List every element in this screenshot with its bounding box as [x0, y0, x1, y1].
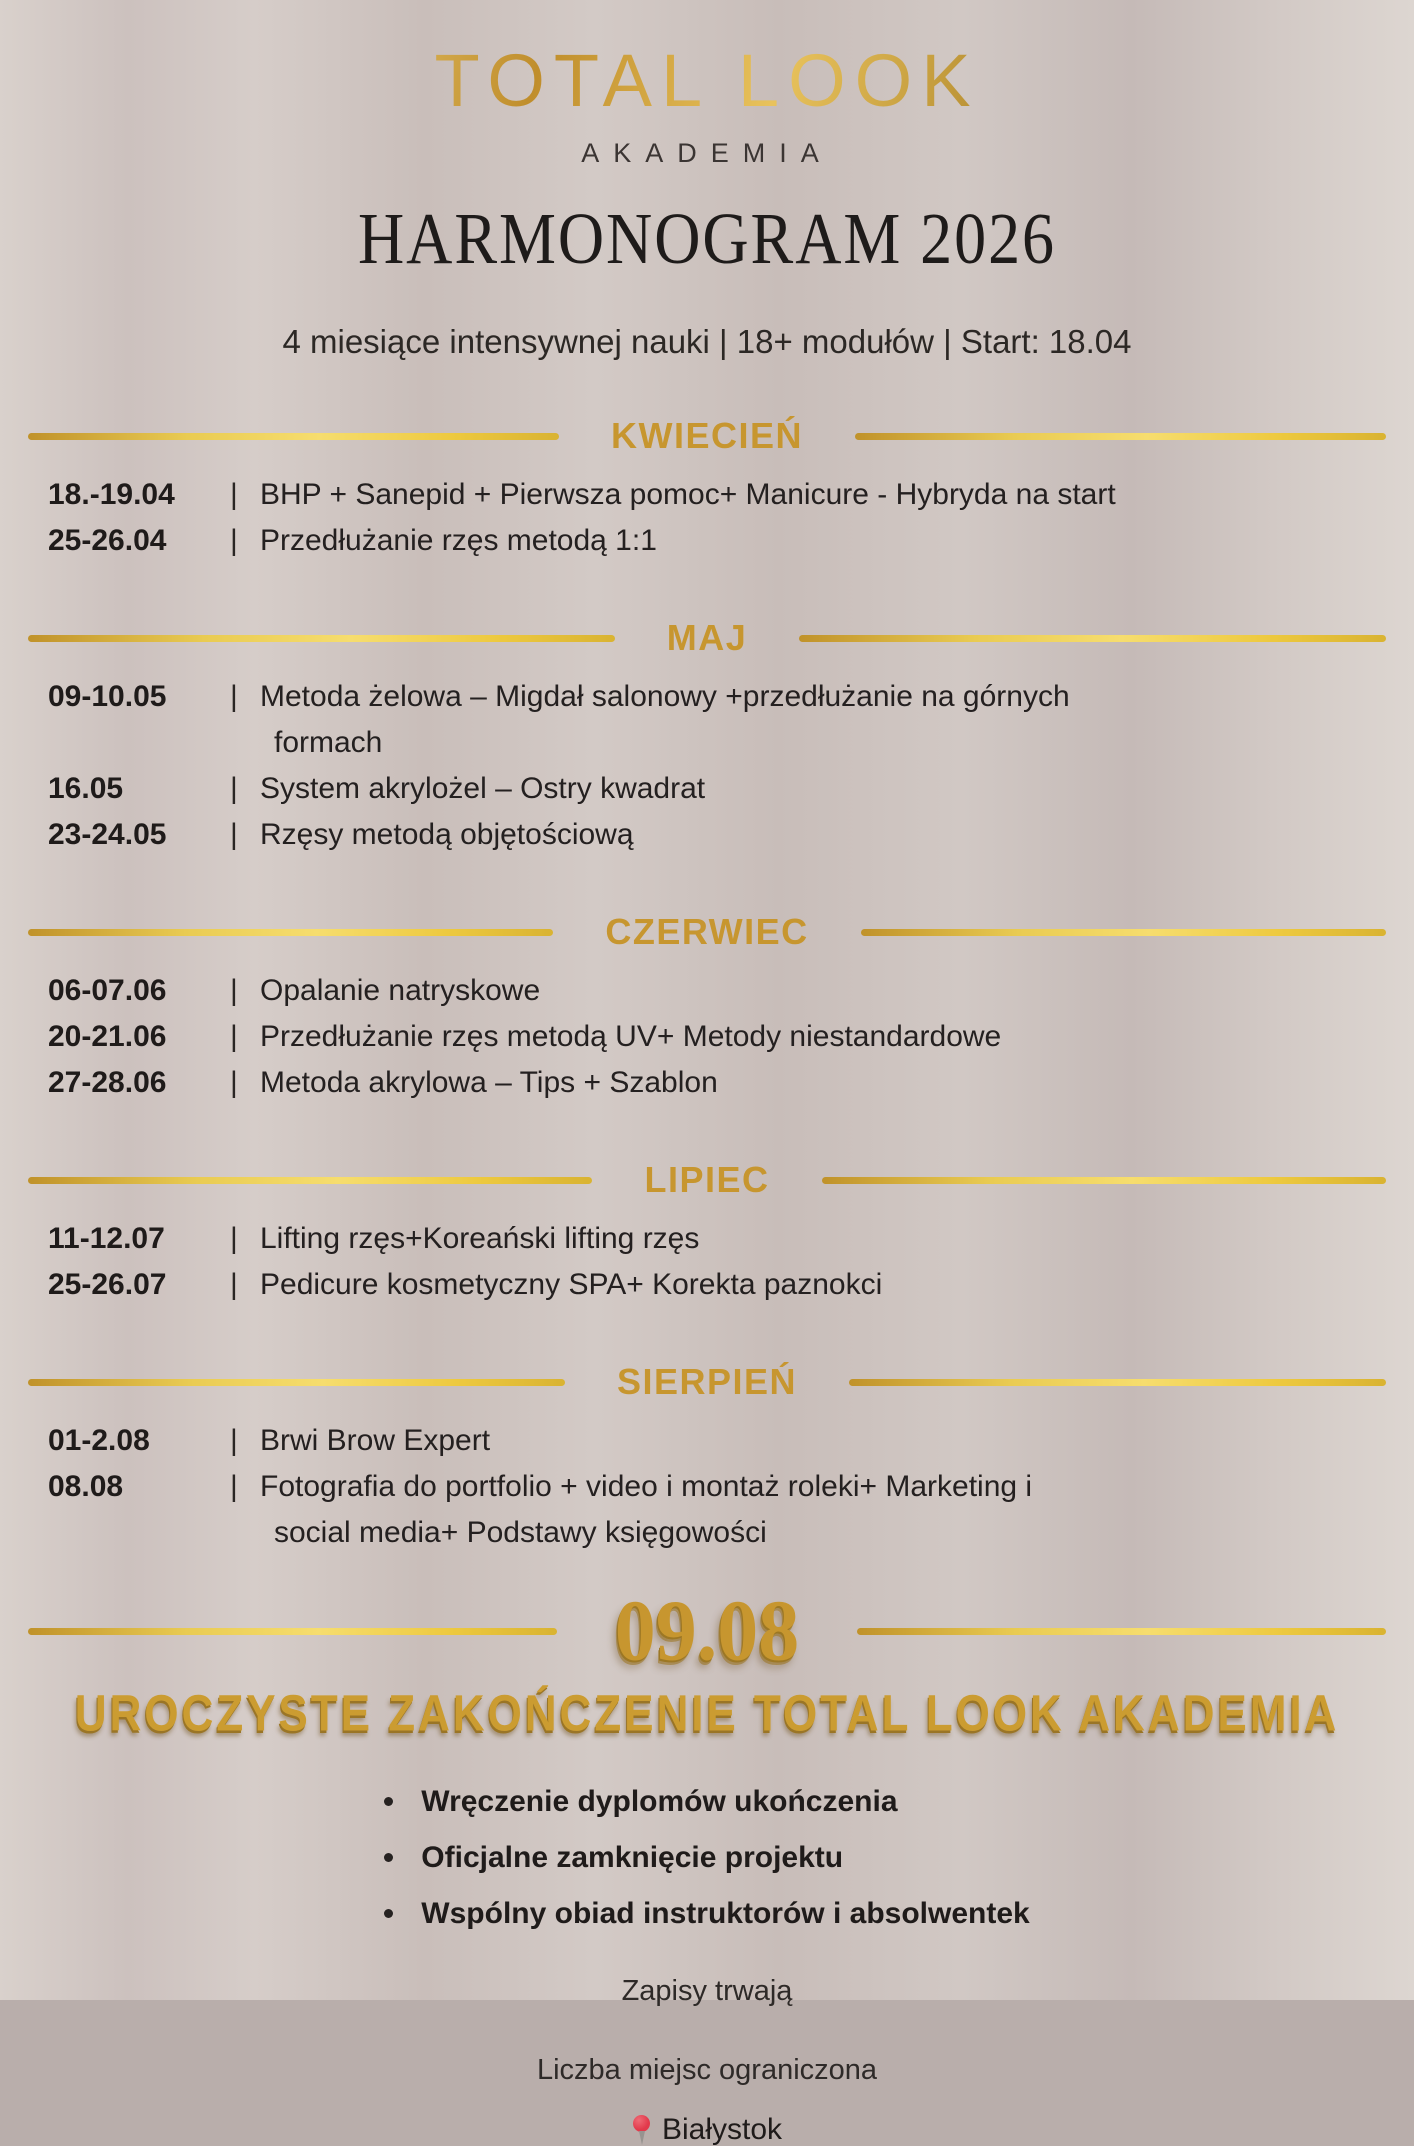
event-description — [260, 1060, 1384, 1106]
event-row — [48, 1060, 1384, 1106]
event-date: 06-07.06 — [48, 974, 167, 1007]
event-description — [260, 766, 1384, 812]
event-date: 01-2.08 — [48, 1424, 150, 1457]
event-separator: | — [230, 818, 238, 851]
event-separator: | — [230, 478, 238, 511]
event-row — [48, 1464, 1384, 1556]
limited-seats-note: Liczba miejsc ograniczona — [536, 2053, 878, 2086]
location-row — [0, 2112, 1414, 2146]
finale-date-row — [0, 1582, 1414, 1679]
month-label: CZERWIEC — [605, 911, 809, 952]
event-row — [48, 1262, 1384, 1308]
month-section — [0, 1360, 1414, 1556]
event-row — [48, 674, 1384, 766]
event-description — [260, 968, 1384, 1014]
divider-line — [822, 1177, 1387, 1184]
event-description — [260, 1216, 1384, 1262]
bullet-item — [384, 1784, 1029, 1818]
event-list — [0, 1216, 1414, 1308]
event-separator: | — [230, 1424, 238, 1457]
location-pin-icon — [632, 2115, 652, 2145]
bullet-dot-icon — [384, 1909, 393, 1918]
event-description-line: System akrylożel – Ostry kwadrat — [260, 772, 706, 805]
pin-head — [633, 2115, 650, 2132]
event-row — [48, 812, 1384, 858]
event-row — [48, 1418, 1384, 1464]
finale-date: 09.08 — [614, 1582, 800, 1679]
event-date: 16.05 — [48, 772, 124, 805]
divider-line — [28, 433, 559, 440]
poster-header — [0, 0, 1414, 358]
schedule — [0, 414, 1414, 1556]
event-date: 09-10.05 — [48, 680, 167, 713]
event-row — [48, 472, 1384, 518]
event-date: 25-26.07 — [48, 1268, 167, 1301]
event-date: 27-28.06 — [48, 1066, 167, 1099]
bullet-dot-icon — [384, 1853, 393, 1862]
event-description-line: Metoda żelowa – Migdał salonowy +przedłużanie na górnych — [260, 680, 1070, 713]
divider-line — [28, 1628, 557, 1635]
event-row — [48, 518, 1384, 564]
event-list — [0, 968, 1414, 1106]
event-date: 23-24.05 — [48, 818, 167, 851]
event-description-line: formach — [274, 726, 383, 759]
bullet-item — [384, 1896, 1030, 1930]
event-separator: | — [230, 1470, 238, 1503]
event-description — [260, 812, 1384, 858]
event-description-line: Przedłużanie rzęs metodą 1:1 — [260, 524, 657, 557]
event-description — [260, 1418, 1384, 1464]
event-description-line: Brwi Brow Expert — [260, 1424, 491, 1457]
event-date: 25-26.04 — [48, 524, 167, 557]
event-row — [48, 1014, 1384, 1060]
finale-section — [0, 1582, 1414, 2146]
month-header — [0, 910, 1414, 954]
divider-line — [799, 635, 1386, 642]
month-section — [0, 910, 1414, 1106]
event-list — [0, 674, 1414, 858]
month-header — [0, 616, 1414, 660]
event-description-line: Lifting rzęs+Koreański lifting rzęs — [260, 1222, 700, 1255]
enrollment-note: Zapisy trwają — [621, 1974, 793, 2007]
event-date: 08.08 — [48, 1470, 124, 1503]
event-separator: | — [230, 772, 238, 805]
brand-logo: TOTAL LOOK — [0, 44, 1414, 118]
event-description-line: Opalanie natryskowe — [260, 974, 541, 1007]
event-description — [260, 518, 1384, 564]
event-list — [0, 1418, 1414, 1556]
bullet-label: Wręczenie dyplomów ukończenia — [421, 1784, 898, 1818]
event-description-line: Przedłużanie rzęs metodą UV+ Metody niestandardowe — [260, 1020, 1002, 1053]
event-description-line: Pedicure kosmetyczny SPA+ Korekta paznokci — [260, 1268, 883, 1301]
event-description — [260, 674, 1384, 766]
pin-needle — [639, 2131, 645, 2145]
divider-line — [861, 929, 1386, 936]
event-separator: | — [230, 1222, 238, 1255]
divider-line — [28, 1177, 592, 1184]
event-description-line: Metoda akrylowa – Tips + Szablon — [260, 1066, 718, 1099]
event-description — [260, 1262, 1384, 1308]
event-separator: | — [230, 1268, 238, 1301]
month-section — [0, 414, 1414, 564]
event-description-line: social media+ Podstawy księgowości — [274, 1516, 767, 1549]
bullet-label: Oficjalne zamknięcie projektu — [421, 1840, 844, 1874]
divider-line — [28, 635, 615, 642]
month-label: LIPIEC — [644, 1159, 770, 1200]
month-header — [0, 1158, 1414, 1202]
divider-line — [857, 1628, 1386, 1635]
finale-bullets-wrap — [0, 1784, 1414, 1955]
month-section — [0, 616, 1414, 858]
event-separator: | — [230, 974, 238, 1007]
event-description — [260, 472, 1384, 518]
event-description — [260, 1464, 1384, 1556]
event-row — [48, 968, 1384, 1014]
divider-line — [28, 1379, 565, 1386]
event-list — [0, 472, 1414, 564]
divider-line — [855, 433, 1386, 440]
divider-line — [849, 1379, 1386, 1386]
finale-bullets — [384, 1784, 1030, 1955]
divider-line — [28, 929, 553, 936]
brand-subtitle: AKADEMIA — [581, 138, 833, 168]
month-label: MAJ — [666, 617, 748, 658]
month-label: SIERPIEŃ — [616, 1361, 798, 1402]
bullet-dot-icon — [384, 1797, 393, 1806]
event-description-line: Rzęsy metodą objętościową — [260, 818, 634, 851]
event-description-line: Fotografia do portfolio + video i montaż roleki+ Marketing i — [260, 1470, 1033, 1503]
event-date: 11-12.07 — [48, 1222, 165, 1255]
month-label: KWIECIEŃ — [611, 415, 803, 456]
event-row — [48, 1216, 1384, 1262]
event-row — [48, 766, 1384, 812]
month-header — [0, 1360, 1414, 1404]
event-description — [260, 1014, 1384, 1060]
finale-title: UROCZYSTE ZAKOŃCZENIE TOTAL LOOK AKADEMIA — [74, 1684, 1340, 1742]
event-date: 18.-19.04 — [48, 478, 175, 511]
event-description-line: BHP + Sanepid + Pierwsza pomoc+ Manicure - Hybryda na start — [260, 478, 1116, 511]
month-header — [0, 414, 1414, 458]
event-separator: | — [230, 524, 238, 557]
event-date: 20-21.06 — [48, 1020, 167, 1053]
event-separator: | — [230, 1020, 238, 1053]
month-section — [0, 1158, 1414, 1308]
event-separator: | — [230, 680, 238, 713]
course-summary: 4 miesiące intensywnej nauki | 18+ modułów | Start: 18.04 — [282, 323, 1132, 360]
bullet-label: Wspólny obiad instruktorów i absolwentek — [421, 1896, 1030, 1930]
location-label: Białystok — [661, 2112, 783, 2146]
page-title: HARMONOGRAM 2026 — [358, 199, 1056, 280]
event-separator: | — [230, 1066, 238, 1099]
bullet-item — [384, 1840, 1029, 1874]
